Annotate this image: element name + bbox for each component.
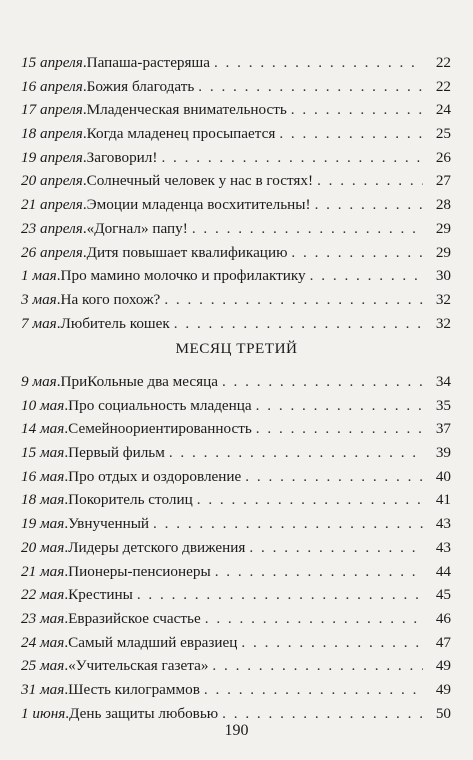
toc-entry-title: Заговорил!	[86, 148, 158, 166]
toc-entry-page: 49	[435, 680, 451, 698]
toc-entry-separator: .	[82, 54, 87, 71]
toc-entry-date: 25 мая	[21, 657, 65, 675]
dot-leader	[214, 51, 423, 75]
toc-entry-title: «Догнал» папу!	[86, 219, 188, 237]
dot-leader	[212, 654, 423, 678]
toc-entry	[21, 678, 451, 702]
toc-entry-title: Про социальность младенца	[68, 396, 252, 414]
section-heading: МЕСЯЦ ТРЕТИЙ	[175, 340, 298, 357]
toc-entry-date: 23 мая	[21, 609, 65, 627]
toc-entry-date: 20 мая	[21, 538, 65, 556]
toc-entry-title: Семейноориентированность	[68, 420, 252, 438]
toc-entry-separator: .	[64, 562, 69, 580]
toc-entry-separator: .	[64, 396, 69, 414]
dot-leader	[215, 560, 423, 584]
toc-entry-separator: .	[56, 373, 61, 390]
toc-entry-separator: .	[64, 657, 69, 675]
toc-entry-page: 44	[435, 562, 451, 580]
toc-entry-date: 22 мая	[21, 586, 65, 604]
toc-entry-page: 25	[435, 125, 451, 143]
toc-entry-date: 21 мая	[21, 562, 65, 580]
toc-entry	[21, 288, 451, 312]
toc-entry-title: Про мамино молочко и профилактику	[60, 267, 306, 285]
toc-entry-title: Про отдых и оздоровление	[68, 467, 242, 485]
toc-entry	[21, 312, 451, 336]
toc-entry-title: Крестины	[68, 586, 133, 604]
toc-entry-title: Солнечный человек у нас в гостях!	[86, 172, 314, 190]
toc-entry-title: Любитель кошек	[60, 314, 170, 332]
dot-leader	[164, 288, 423, 312]
toc-entry	[21, 241, 451, 265]
toc-entry-page: 22	[435, 54, 451, 71]
dot-leader	[256, 394, 423, 418]
toc-entry	[21, 536, 451, 560]
toc-entry-date: 15 мая	[21, 444, 65, 462]
toc-entry	[21, 512, 451, 536]
toc-list-part2	[21, 370, 451, 725]
toc-entry-page: 28	[435, 196, 451, 214]
toc-entry-page: 37	[435, 420, 451, 438]
toc-entry-page: 29	[435, 219, 451, 237]
toc-entry-title: Лидеры детского движения	[68, 538, 246, 556]
toc-entry	[21, 169, 451, 193]
dot-leader	[279, 122, 423, 146]
toc-entry-date: 19 мая	[21, 515, 65, 533]
toc-entry-separator: .	[82, 172, 87, 190]
toc-entry-date: 17 апреля	[21, 101, 83, 119]
toc-entry-title: Первый фильм	[68, 444, 165, 462]
dot-leader	[291, 98, 423, 122]
toc-entry	[21, 217, 451, 241]
toc-entry-separator: .	[64, 609, 69, 627]
toc-entry-date: 18 мая	[21, 491, 65, 509]
toc-entry-date: 26 апреля	[21, 243, 83, 261]
toc-entry-separator: .	[82, 219, 87, 237]
toc-entry-page: 24	[435, 101, 451, 119]
toc-entry-title: Шесть килограммов	[68, 680, 200, 698]
dot-leader	[174, 312, 423, 336]
toc-entry	[21, 264, 451, 288]
toc-entry-page: 29	[435, 243, 451, 261]
toc-entry-page: 30	[435, 267, 451, 285]
toc-entry-separator: .	[82, 148, 87, 166]
toc-entry	[21, 488, 451, 512]
toc-entry-title: Папаша-растеряша	[86, 54, 210, 71]
toc-entry	[21, 583, 451, 607]
toc-entry-date: 1 июня	[21, 704, 66, 722]
toc-entry-date: 19 апреля	[21, 148, 83, 166]
toc-entry-page: 26	[435, 148, 451, 166]
toc-entry-date: 18 апреля	[21, 125, 83, 143]
toc-entry-separator: .	[82, 196, 87, 214]
dot-leader	[245, 465, 423, 489]
toc-entry-title: «Учительская газета»	[68, 657, 209, 675]
toc-entry-date: 20 апреля	[21, 172, 83, 190]
toc-entry-title: Божия благодать	[86, 77, 195, 95]
toc-entry-date: 1 мая	[21, 267, 57, 285]
toc-entry-separator: .	[64, 538, 69, 556]
toc-entry-title: Дитя повышает квалификацию	[86, 243, 288, 261]
toc-entry	[21, 607, 451, 631]
toc-entry-date: 23 апреля	[21, 219, 83, 237]
toc-entry	[21, 98, 451, 122]
toc-entry-page: 35	[435, 396, 451, 414]
toc-entry-page: 43	[435, 538, 451, 556]
toc-entry	[21, 146, 451, 170]
toc-entry-separator: .	[64, 586, 69, 604]
toc-list-part1	[21, 51, 451, 335]
toc-entry-date: 16 мая	[21, 467, 65, 485]
dot-leader	[198, 75, 423, 99]
toc-entry-separator: .	[56, 314, 61, 332]
toc-entry-page: 41	[435, 491, 451, 509]
dot-leader	[192, 217, 423, 241]
toc-entry-separator: .	[82, 243, 87, 261]
toc-entry-page: 49	[435, 657, 451, 675]
toc-entry-page: 43	[435, 515, 451, 533]
toc-entry-page: 50	[435, 704, 451, 722]
dot-leader	[169, 441, 423, 465]
toc-entry-title: Самый младший евразиец	[68, 633, 238, 651]
toc-entry-title: Увнученный	[68, 515, 150, 533]
toc-entry	[21, 370, 451, 394]
toc-entry-page: 32	[435, 314, 451, 332]
toc-entry-date: 14 мая	[21, 420, 65, 438]
toc-entry	[21, 394, 451, 418]
dot-leader	[137, 583, 423, 607]
toc-entry-separator: .	[64, 467, 69, 485]
toc-entry-title: Покоритель столиц	[68, 491, 193, 509]
toc-entry-separator: .	[64, 491, 69, 509]
toc-entry-page: 22	[435, 77, 451, 95]
toc-entry-separator: .	[82, 77, 87, 95]
toc-entry-page: 40	[435, 467, 451, 485]
dot-leader	[315, 193, 423, 217]
toc-entry-separator: .	[64, 444, 69, 462]
toc-entry-date: 31 мая	[21, 680, 65, 698]
toc-entry-title: На кого похож?	[60, 290, 161, 308]
toc-entry-date: 16 апреля	[21, 77, 83, 95]
toc-entry-separator: .	[64, 680, 69, 698]
toc-entry	[21, 631, 451, 655]
toc-entry	[21, 51, 451, 75]
toc-entry-date: 15 апреля	[21, 54, 83, 71]
toc-entry-title: Когда младенец просыпается	[86, 125, 276, 143]
toc-entry	[21, 560, 451, 584]
toc-entry-separator: .	[56, 267, 61, 285]
toc-entry-separator: .	[64, 515, 69, 533]
toc-entry-separator: .	[65, 704, 70, 722]
toc-entry-separator: .	[64, 633, 69, 651]
toc-entry-separator: .	[56, 290, 61, 308]
toc-entry-title: ПриКольные два месяца	[60, 373, 218, 390]
dot-leader	[205, 607, 423, 631]
dot-leader	[291, 241, 423, 265]
dot-leader	[317, 169, 423, 193]
toc-entry	[21, 417, 451, 441]
toc-entry-title: Эмоции младенца восхитительны!	[86, 196, 311, 214]
dot-leader	[249, 536, 423, 560]
dot-leader	[310, 264, 423, 288]
toc-entry-page: 39	[435, 444, 451, 462]
toc-entry	[21, 441, 451, 465]
dot-leader	[197, 488, 423, 512]
dot-leader	[222, 370, 423, 394]
toc-entry-date: 10 мая	[21, 396, 65, 414]
toc-entry-title: Пионеры-пенсионеры	[68, 562, 211, 580]
page-number: 190	[224, 722, 249, 739]
toc-entry-separator: .	[82, 125, 87, 143]
toc-entry-date: 21 апреля	[21, 196, 83, 214]
toc-entry	[21, 654, 451, 678]
dot-leader	[161, 146, 423, 170]
toc-entry-page: 45	[435, 586, 451, 604]
toc-entry	[21, 465, 451, 489]
toc-entry-page: 47	[435, 633, 451, 651]
dot-leader	[204, 678, 423, 702]
toc-entry-page: 32	[435, 290, 451, 308]
toc-entry-title: День защиты любовью	[69, 704, 219, 722]
toc-entry	[21, 75, 451, 99]
toc-entry-date: 3 мая	[21, 290, 57, 308]
toc-entry-separator: .	[64, 420, 69, 438]
dot-leader	[256, 417, 423, 441]
toc-entry-date: 24 мая	[21, 633, 65, 651]
dot-leader	[241, 631, 423, 655]
toc-entry-date: 7 мая	[21, 314, 57, 332]
toc-entry-page: 27	[435, 172, 451, 190]
dot-leader	[153, 512, 423, 536]
toc-entry-page: 34	[435, 373, 451, 390]
toc-entry-separator: .	[82, 101, 87, 119]
toc-entry-date: 9 мая	[21, 373, 57, 390]
toc-entry-page: 46	[435, 609, 451, 627]
toc-entry	[21, 193, 451, 217]
toc-entry-title: Младенческая внимательность	[86, 101, 287, 119]
toc-entry	[21, 122, 451, 146]
toc-entry-title: Евразийское счастье	[68, 609, 201, 627]
